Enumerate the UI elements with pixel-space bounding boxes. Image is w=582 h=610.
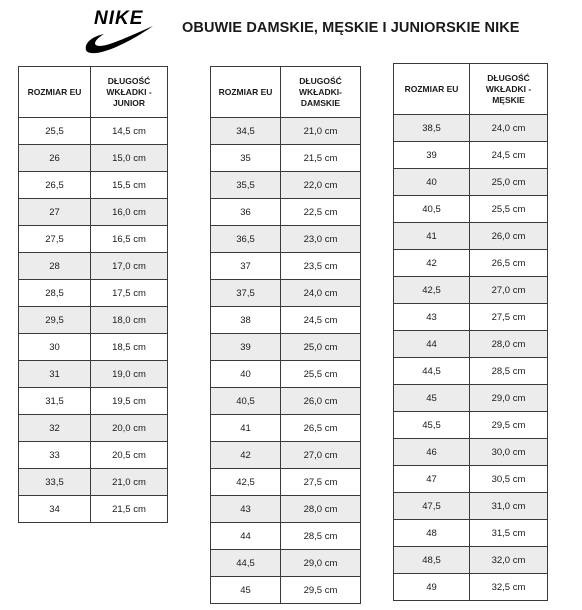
insole-length-cell: 28,0 cm (470, 331, 548, 358)
insole-length-cell: 16,0 cm (91, 199, 168, 226)
table-row (211, 280, 361, 307)
table-row (394, 412, 548, 439)
insole-length-cell: 29,5 cm (281, 577, 361, 604)
size-eu-cell: 48,5 (394, 547, 470, 574)
size-eu-cell: 46 (394, 439, 470, 466)
table-row (19, 118, 168, 145)
size-eu-cell: 42 (394, 250, 470, 277)
table-header-row (211, 67, 361, 118)
insole-length-cell: 25,5 cm (281, 361, 361, 388)
size-eu-cell: 41 (211, 415, 281, 442)
table-row (211, 496, 361, 523)
insole-length-cell: 29,0 cm (281, 550, 361, 577)
junior-size-table (18, 66, 168, 523)
table-row (19, 199, 168, 226)
size-eu-cell: 34,5 (211, 118, 281, 145)
size-eu-cell: 47 (394, 466, 470, 493)
size-eu-cell: 39 (211, 334, 281, 361)
size-eu-cell: 43 (211, 496, 281, 523)
size-eu-cell: 36 (211, 199, 281, 226)
size-eu-cell: 48 (394, 520, 470, 547)
size-eu-cell: 40 (211, 361, 281, 388)
insole-length-cell: 27,5 cm (470, 304, 548, 331)
insole-length-cell: 16,5 cm (91, 226, 168, 253)
table-row (394, 385, 548, 412)
size-eu-cell: 38 (211, 307, 281, 334)
table-row (394, 493, 548, 520)
size-eu-cell: 26 (19, 145, 91, 172)
table-row (211, 577, 361, 604)
insole-length-cell: 32,0 cm (470, 547, 548, 574)
size-eu-cell: 28 (19, 253, 91, 280)
table-row (211, 118, 361, 145)
insole-length-cell: 24,5 cm (281, 307, 361, 334)
insole-length-cell: 19,0 cm (91, 361, 168, 388)
size-eu-cell: 26,5 (19, 172, 91, 199)
insole-length-cell: 24,5 cm (470, 142, 548, 169)
size-eu-cell: 49 (394, 574, 470, 601)
size-eu-cell: 42,5 (394, 277, 470, 304)
size-eu-cell: 27,5 (19, 226, 91, 253)
size-eu-cell: 27 (19, 199, 91, 226)
table-row (19, 280, 168, 307)
size-eu-cell: 36,5 (211, 226, 281, 253)
page-title: OBUWIE DAMSKIE, MĘSKIE I JUNIORSKIE NIKE (182, 20, 520, 36)
size-eu-cell: 28,5 (19, 280, 91, 307)
insole-length-cell: 17,5 cm (91, 280, 168, 307)
column-header-size: ROZMIAR EU (394, 64, 470, 115)
table-row (394, 115, 548, 142)
table-row (19, 415, 168, 442)
table-row (211, 253, 361, 280)
size-eu-cell: 30 (19, 334, 91, 361)
size-eu-cell: 45,5 (394, 412, 470, 439)
table-row (211, 334, 361, 361)
size-eu-cell: 42,5 (211, 469, 281, 496)
insole-length-cell: 21,5 cm (281, 145, 361, 172)
insole-length-cell: 29,0 cm (470, 385, 548, 412)
insole-length-cell: 22,0 cm (281, 172, 361, 199)
insole-length-cell: 22,5 cm (281, 199, 361, 226)
table-row (211, 469, 361, 496)
table-row (211, 442, 361, 469)
swoosh-icon (84, 24, 154, 54)
insole-length-cell: 31,0 cm (470, 493, 548, 520)
column-header-length-text: DŁUGOŚĆ WKŁADKI - MĘSKIE (485, 72, 532, 105)
insole-length-cell: 27,0 cm (281, 442, 361, 469)
insole-length-cell: 25,0 cm (470, 169, 548, 196)
column-header-size: ROZMIAR EU (211, 67, 281, 118)
insole-length-cell: 25,0 cm (281, 334, 361, 361)
women-size-table (210, 66, 361, 604)
table-row (211, 199, 361, 226)
table-row (394, 466, 548, 493)
size-eu-cell: 41 (394, 223, 470, 250)
size-eu-cell: 33,5 (19, 469, 91, 496)
table-row (19, 307, 168, 334)
table-header-row (19, 67, 168, 118)
table-row (211, 523, 361, 550)
table-row (394, 196, 548, 223)
size-eu-cell: 35,5 (211, 172, 281, 199)
table-row (211, 361, 361, 388)
table-row (394, 250, 548, 277)
size-eu-cell: 45 (394, 385, 470, 412)
insole-length-cell: 30,5 cm (470, 466, 548, 493)
table-row (211, 415, 361, 442)
table-row (394, 304, 548, 331)
size-eu-cell: 33 (19, 442, 91, 469)
size-eu-cell: 42 (211, 442, 281, 469)
table-row (211, 388, 361, 415)
table-row (19, 496, 168, 523)
insole-length-cell: 20,0 cm (91, 415, 168, 442)
insole-length-cell: 17,0 cm (91, 253, 168, 280)
column-header-length (91, 67, 168, 118)
insole-length-cell: 31,5 cm (470, 520, 548, 547)
insole-length-cell: 19,5 cm (91, 388, 168, 415)
insole-length-cell: 20,5 cm (91, 442, 168, 469)
insole-length-cell: 23,0 cm (281, 226, 361, 253)
insole-length-cell: 18,0 cm (91, 307, 168, 334)
table-row (19, 469, 168, 496)
table-row (211, 550, 361, 577)
size-eu-cell: 35 (211, 145, 281, 172)
column-header-size: ROZMIAR EU (19, 67, 91, 118)
insole-length-cell: 29,5 cm (470, 412, 548, 439)
size-eu-cell: 43 (394, 304, 470, 331)
table-row (394, 223, 548, 250)
size-eu-cell: 37 (211, 253, 281, 280)
table-row (394, 439, 548, 466)
size-eu-cell: 25,5 (19, 118, 91, 145)
insole-length-cell: 26,5 cm (281, 415, 361, 442)
size-eu-cell: 44 (394, 331, 470, 358)
table-row (19, 253, 168, 280)
insole-length-cell: 23,5 cm (281, 253, 361, 280)
table-row (394, 142, 548, 169)
table-row (394, 169, 548, 196)
insole-length-cell: 14,5 cm (91, 118, 168, 145)
table-row (19, 145, 168, 172)
men-size-table (393, 63, 548, 601)
size-eu-cell: 31,5 (19, 388, 91, 415)
size-eu-cell: 44,5 (211, 550, 281, 577)
insole-length-cell: 25,5 cm (470, 196, 548, 223)
logo-wordmark: NIKE (94, 8, 144, 29)
table-row (211, 307, 361, 334)
size-eu-cell: 39 (394, 142, 470, 169)
size-eu-cell: 44,5 (394, 358, 470, 385)
size-eu-cell: 29,5 (19, 307, 91, 334)
size-eu-cell: 44 (211, 523, 281, 550)
nike-logo (84, 8, 158, 54)
column-header-length-text: DŁUGOŚĆ WKŁADKI - JUNIOR (106, 75, 152, 108)
table-row (394, 520, 548, 547)
insole-length-cell: 28,5 cm (281, 523, 361, 550)
column-header-length (470, 64, 548, 115)
insole-length-cell: 32,5 cm (470, 574, 548, 601)
size-eu-cell: 40,5 (394, 196, 470, 223)
column-header-length-text: DŁUGOŚĆ WKŁADKI-DAMSKIE (299, 75, 342, 108)
insole-length-cell: 28,0 cm (281, 496, 361, 523)
insole-length-cell: 21,0 cm (91, 469, 168, 496)
insole-length-cell: 21,0 cm (281, 118, 361, 145)
table-row (19, 334, 168, 361)
table-row (19, 388, 168, 415)
table-header-row (394, 64, 548, 115)
table-row (19, 172, 168, 199)
table-row (19, 442, 168, 469)
insole-length-cell: 26,0 cm (470, 223, 548, 250)
insole-length-cell: 26,0 cm (281, 388, 361, 415)
insole-length-cell: 15,5 cm (91, 172, 168, 199)
table-row (211, 226, 361, 253)
size-eu-cell: 31 (19, 361, 91, 388)
insole-length-cell: 28,5 cm (470, 358, 548, 385)
table-row (211, 172, 361, 199)
table-row (211, 145, 361, 172)
insole-length-cell: 21,5 cm (91, 496, 168, 523)
size-eu-cell: 40 (394, 169, 470, 196)
insole-length-cell: 27,0 cm (470, 277, 548, 304)
size-eu-cell: 45 (211, 577, 281, 604)
insole-length-cell: 24,0 cm (281, 280, 361, 307)
insole-length-cell: 24,0 cm (470, 115, 548, 142)
insole-length-cell: 26,5 cm (470, 250, 548, 277)
table-row (19, 226, 168, 253)
table-row (19, 361, 168, 388)
column-header-length (281, 67, 361, 118)
insole-length-cell: 18,5 cm (91, 334, 168, 361)
table-row (394, 277, 548, 304)
insole-length-cell: 27,5 cm (281, 469, 361, 496)
insole-length-cell: 30,0 cm (470, 439, 548, 466)
size-eu-cell: 40,5 (211, 388, 281, 415)
size-eu-cell: 37,5 (211, 280, 281, 307)
size-eu-cell: 38,5 (394, 115, 470, 142)
table-row (394, 547, 548, 574)
size-eu-cell: 32 (19, 415, 91, 442)
size-eu-cell: 34 (19, 496, 91, 523)
insole-length-cell: 15,0 cm (91, 145, 168, 172)
table-row (394, 574, 548, 601)
size-eu-cell: 47,5 (394, 493, 470, 520)
table-row (394, 358, 548, 385)
table-row (394, 331, 548, 358)
